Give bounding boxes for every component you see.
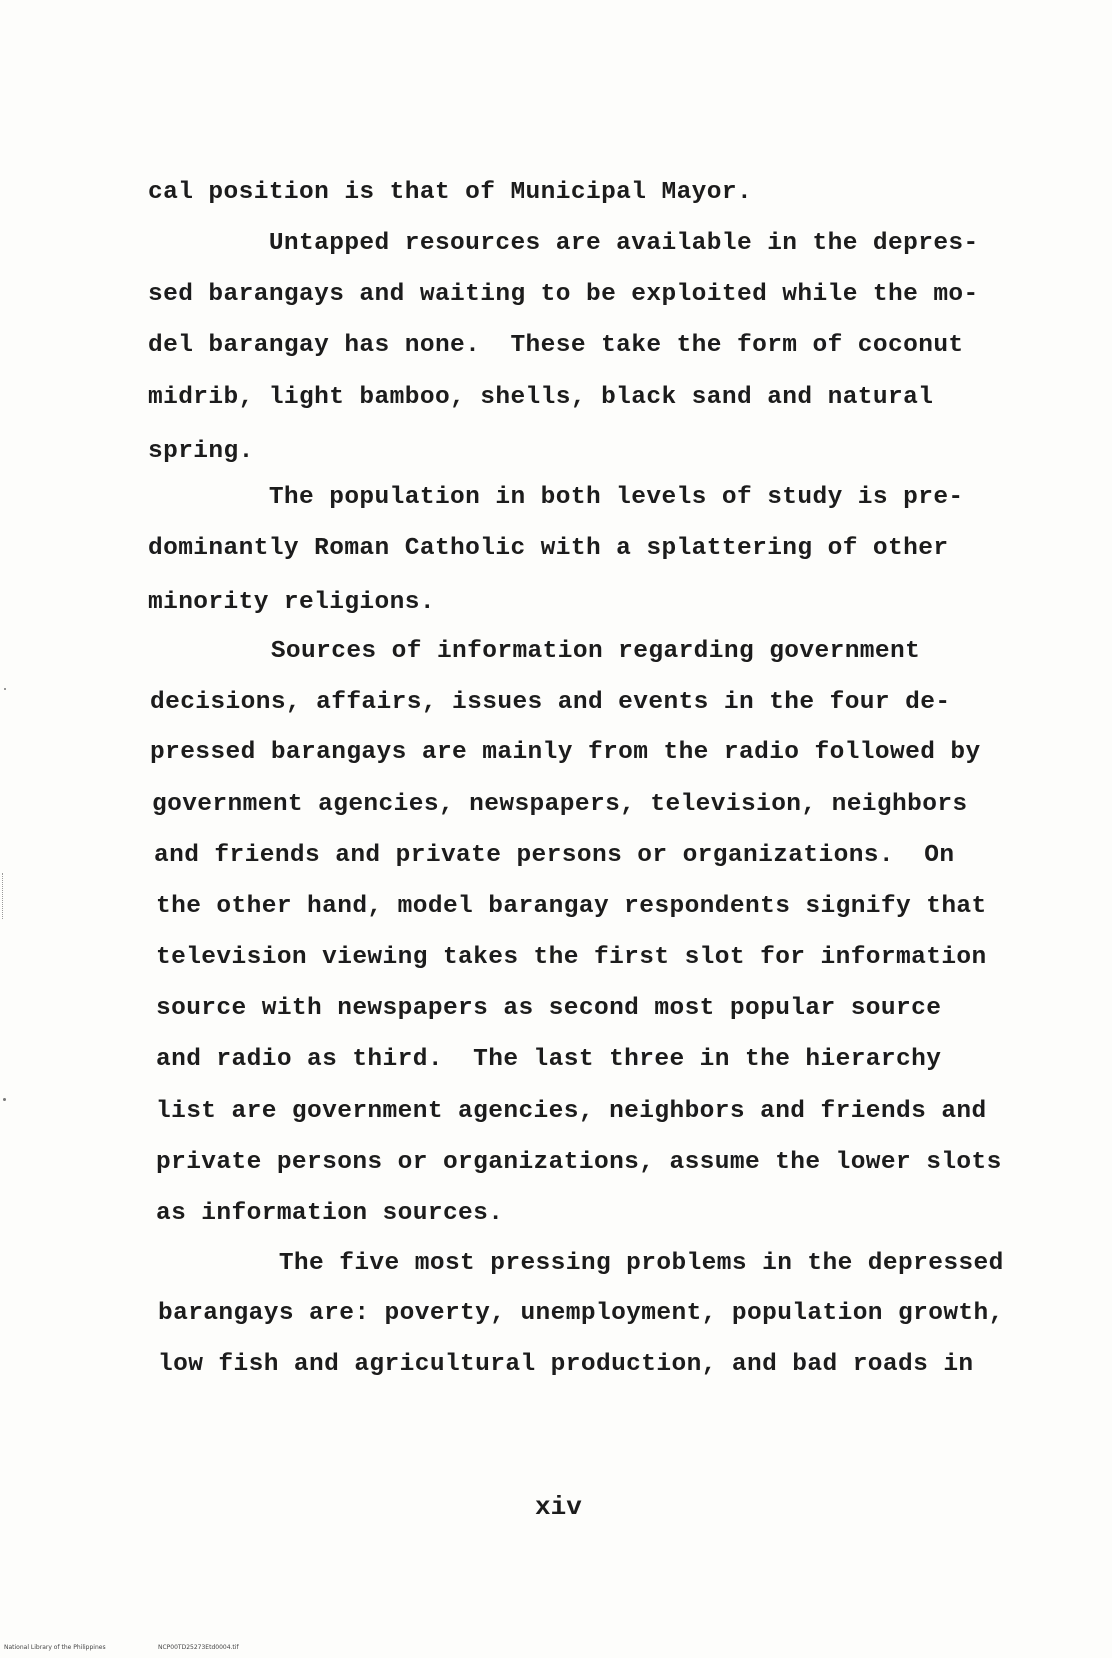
text-line: The population in both levels of study is pre- <box>148 484 964 511</box>
text-line: government agencies, newspapers, television, neighbors <box>152 791 968 818</box>
scan-speck <box>4 688 6 690</box>
text-line: minority religions. <box>148 589 435 616</box>
text-line: midrib, light bamboo, shells, black sand and natural <box>148 384 934 411</box>
text-line: source with newspapers as second most popular source <box>156 995 942 1022</box>
text-line: pressed barangays are mainly from the radio followed by <box>150 739 981 766</box>
scan-speck <box>3 1098 6 1101</box>
text-line: decisions, affairs, issues and events in the four de- <box>150 689 951 716</box>
text-line: as information sources. <box>156 1200 504 1227</box>
text-line: sed barangays and waiting to be exploited while the mo- <box>148 281 979 308</box>
text-line: Sources of information regarding government <box>150 638 921 665</box>
text-line: spring. <box>148 438 254 465</box>
footer-file-id: NCP00TD25273Etd0004.tif <box>158 1644 239 1651</box>
text-line: private persons or organizations, assume the lower slots <box>156 1149 1002 1176</box>
text-line: The five most pressing problems in the depressed <box>158 1250 1004 1277</box>
footer-library-name: National Library of the Philippines <box>4 1644 106 1651</box>
text-line: television viewing takes the first slot for information <box>156 944 987 971</box>
text-line: and friends and private persons or organizations. On <box>154 842 955 869</box>
text-line: list are government agencies, neighbors and friends and <box>156 1098 987 1125</box>
page-number: xiv <box>535 1492 582 1522</box>
text-line: low fish and agricultural production, and bad roads in <box>158 1351 974 1378</box>
text-line: Untapped resources are available in the depres- <box>148 230 979 257</box>
text-line: dominantly Roman Catholic with a splattering of other <box>148 535 949 562</box>
text-line: the other hand, model barangay respondents signify that <box>156 893 987 920</box>
text-line: cal position is that of Municipal Mayor. <box>148 179 753 206</box>
text-line: del barangay has none. These take the form of coconut <box>148 332 964 359</box>
text-line: barangays are: poverty, unemployment, population growth, <box>158 1300 1004 1327</box>
scan-margin-marks <box>2 873 9 919</box>
text-line: and radio as third. The last three in the hierarchy <box>156 1046 942 1073</box>
